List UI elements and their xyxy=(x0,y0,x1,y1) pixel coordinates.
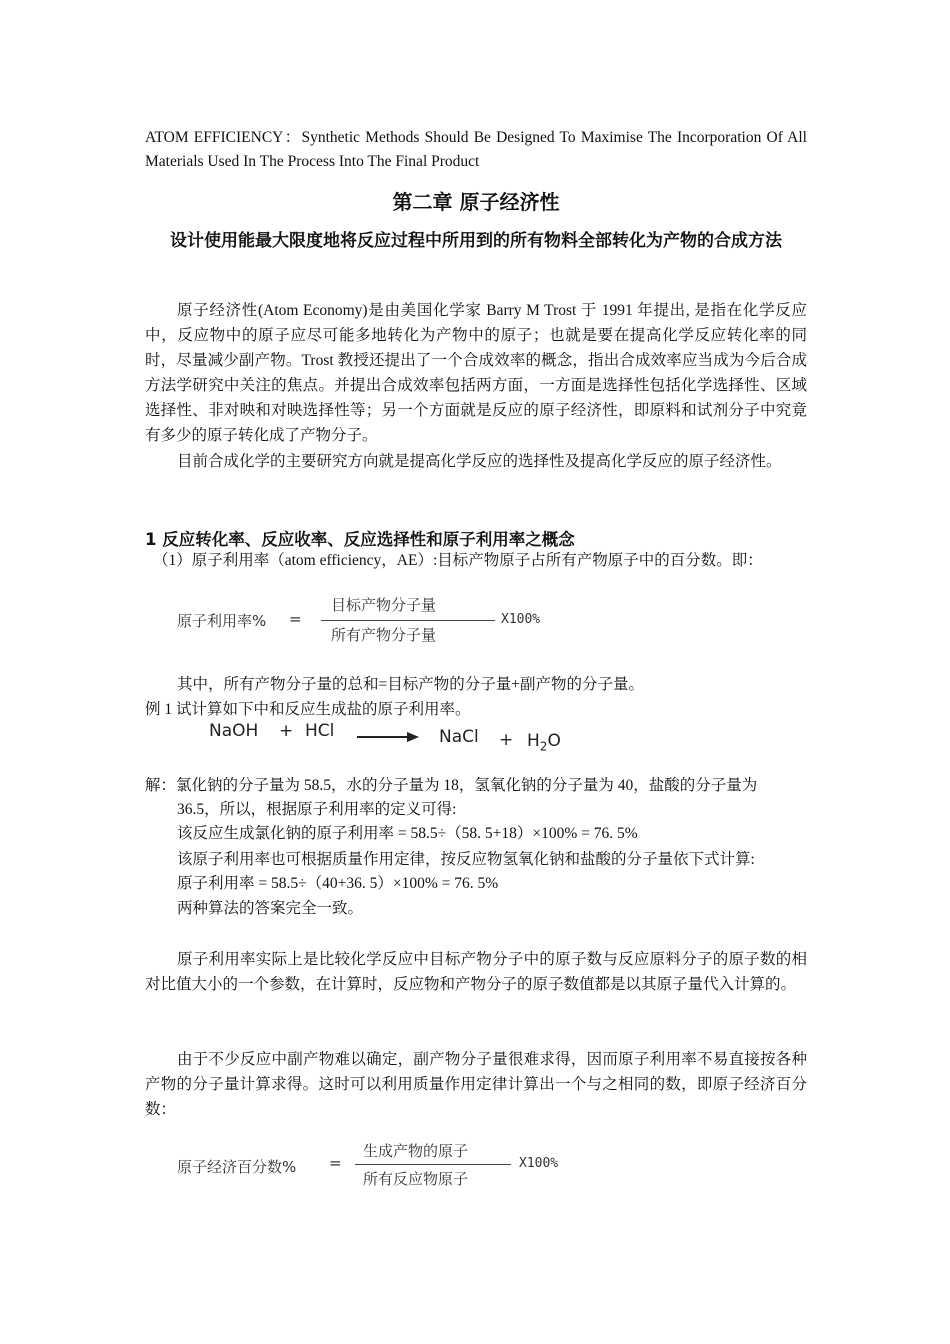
chapter-subtitle: 设计使用能最大限度地将反应过程中所用到的所有物料全部转化为产物的合成方法 xyxy=(170,231,782,251)
formula-denominator: 所有产物分子量 xyxy=(331,626,437,644)
solution-line: 两种算法的答案完全一致。 xyxy=(177,900,364,917)
chapter-title: 第二章 原子经济性 xyxy=(392,190,560,214)
solution-line: 36.5，所以，根据原子利用率的定义可得: xyxy=(177,801,457,818)
formula-equals: = xyxy=(289,610,302,628)
fraction-bar xyxy=(355,1164,511,1165)
formula-denominator: 所有反应物原子 xyxy=(363,1170,469,1188)
solution-line: 原子利用率 = 58.5÷（40+36. 5）×100% = 76. 5% xyxy=(177,875,499,892)
atom-efficiency-formula xyxy=(145,590,807,650)
formula-numerator: 生成产物的原子 xyxy=(363,1142,469,1160)
note-line: 其中，所有产物分子量的总和=目标产物的分子量+副产物的分子量。 xyxy=(177,676,644,693)
fraction-bar xyxy=(321,620,495,621)
atom-economy-formula xyxy=(145,1138,807,1198)
paragraph-atom-economy-intro: 原子经济性(Atom Economy)是由美国化学家 Barry M Trost 于 1991 年提出, 是指在化学反应中，反应物中的原子应尽可能多地转化为产物中的原子；也就是要在提高化学反应转化率的同时，尽量减少副产物。Trost 教授还提出了一个合成效率的概念，指出合成效率应当成为今后合成方法学研究中关注的焦点。并提出合成效率包括两方面，一方面是选择性包括化学选择性、区域选择性、非对映和对映选择性等；另一个方面就是反应的原子经济性，即原料和试剂分子中究竟有多少的原子转化成了产物分子。 xyxy=(145,302,807,444)
reactant-hcl: HCl xyxy=(305,721,335,741)
water-o: O xyxy=(547,731,561,751)
section-title: 1 反应转化率、反应收率、反应选择性和原子利用率之概念 xyxy=(145,530,575,549)
formula-numerator: 目标产物分子量 xyxy=(331,596,437,614)
formula-multiplier: X100% xyxy=(501,612,541,627)
solution-line: 解：氯化钠的分子量为 58.5，水的分子量为 18，氢氧化钠的分子量为 40，盐酸的分子量为 xyxy=(145,777,758,794)
reactant-naoh: NaOH xyxy=(209,721,259,741)
formula-equals: = xyxy=(329,1154,342,1172)
solution-line: 该原子利用率也可根据质量作用定律，按反应物氢氧化钠和盐酸的分子量依下式计算: xyxy=(177,851,755,868)
paragraph-atom-utilization: 原子利用率实际上是比较化学反应中目标产物分子中的原子数与反应原料分子的原子数的相对比值大小的一个参数，在计算时，反应物和产物分子的原子数值都是以其原子量代入计算的。 xyxy=(145,951,807,993)
definition-line: （1）原子利用率（atom efficiency，AE）:目标产物原子占所有产物原子中的百分数。即： xyxy=(153,552,763,569)
plus-sign: + xyxy=(499,730,514,750)
reaction-arrow-icon xyxy=(357,730,419,744)
paragraph-research-direction: 目前合成化学的主要研究方向就是提高化学反应的选择性及提高化学反应的原子经济性。 xyxy=(177,453,782,470)
formula-multiplier: X100% xyxy=(519,1156,559,1171)
english-heading: ATOM EFFICIENCY：Synthetic Methods Should Be Designed To Maximise The Incorporation Of All Materials Used In The Process Into The Final Product xyxy=(145,129,807,170)
product-water xyxy=(527,731,561,753)
paragraph-atom-economy-percent: 由于不少反应中副产物难以确定，副产物分子量很难求得，因而原子利用率不易直接按各种产物的分子量计算求得。这时可以利用质量作用定律计算出一个与之相同的数，即原子经济百分数： xyxy=(145,1051,807,1118)
water-subscript: 2 xyxy=(539,739,548,754)
water-h: H xyxy=(527,731,540,751)
formula-lhs: 原子利用率% xyxy=(177,612,267,630)
plus-sign: + xyxy=(279,721,294,741)
example-line: 例 1 试计算如下中和反应生成盐的原子利用率。 xyxy=(145,701,471,718)
solution-line: 该反应生成氯化钠的原子利用率 = 58.5÷（58. 5+18）×100% = 76. 5% xyxy=(177,825,638,842)
formula-lhs: 原子经济百分数% xyxy=(177,1158,297,1176)
product-nacl: NaCl xyxy=(439,727,479,747)
